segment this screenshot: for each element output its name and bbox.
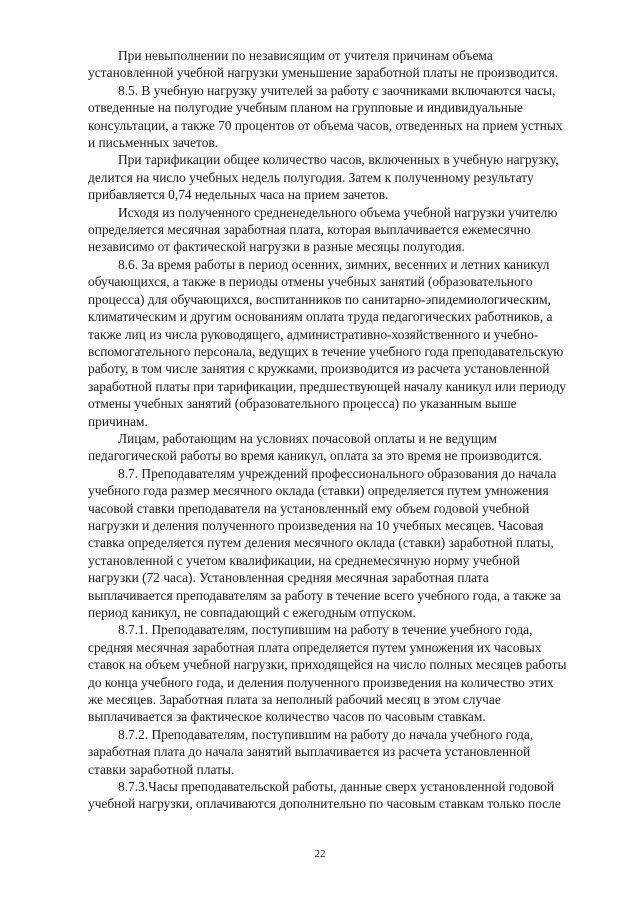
paragraph-7: 8.7. Преподавателям учреждений профессионального образования до начала учебного года размер месячного оклада (ставки) определяется путем умножения часовой ставки преподавателя на установленный ему объем годовой учебной нагрузки и деления полученного произведения на 10 учебных месяцев. Часовая ставка определяется путем деления месячного оклада (ставки) заработной платы, установленной с учетом квалификации, на среднемесячную норму учебной нагрузки (72 часа). Установленная средняя месячная заработная плата выплачивается преподавателям за работу в течение всего учебного года, а также за период каникул, не совпадающий с ежегодным отпуском.: [88, 465, 561, 620]
paragraph-1: При невыполнении по независящим от учителя причинам объема установленной учебной нагрузки уменьшение заработной платы не производится.: [88, 48, 559, 81]
paragraph-9: 8.7.2. Преподавателям, поступившим на работу до начала учебного года, заработная плата до начала занятий выплачивается из расчета установленной ставки заработной платы.: [88, 726, 534, 777]
page-number: 22: [314, 848, 326, 860]
paragraph-6: Лицам, работающим на условиях почасовой оплаты и не ведущим педагогической работы во время каникул, оплата за это время не производится.: [88, 430, 542, 464]
paragraph-8: 8.7.1. Преподавателям, поступившим на работу в течение учебного года, средняя месячная заработная плата определяется путем умножения их часовых ставок на объем учебной нагрузки, приходящейся на число полных месяцев работы до конца учебного года, и деления полученного произведения на количество этих же месяцев. Заработная плата за неполный рабочий месяц в этом случае выплачивается за фактическое количество часов по часовым ставкам.: [88, 622, 567, 725]
paragraph-10: 8.7.3.Часы преподавательской работы, данные сверх установленной годовой учебной нагрузки, оплачиваются дополнительно по часовым ставкам только после: [88, 779, 561, 812]
paragraph-5: 8.6. За время работы в период осенних, зимних, весенних и летних каникул обучающихся, а также в периоды отмены учебных занятий (образовательного процесса) для обучающихся, воспитанников по санитарно-эпидемиологическим, климатическим и другим основаниям оплата труда педагогических работников, а также лиц из числа руководящего, административно-хозяйственного и учебно- вспомогательного персонала, ведущих в течение учебного года преподавательскую работу, в том числе занятия с кружками, производится из расчета установленной заработной платы при тарификации, предшествующей началу каникул или периоду отмены учебных занятий (образовательного процесса) по указанным выше причинам.: [88, 256, 566, 429]
document-page: [88, 47, 598, 813]
paragraph-3: При тарификации общее количество часов, включенных в учебную нагрузку, делится на число учебных недель полугодия. Затем к полученному результату прибавляется 0,74 недельных часа на прием зачетов.: [88, 152, 559, 203]
paragraph-4: Исходя из полученного средненедельного объема учебной нагрузки учителю определяется месячная заработная плата, которая выплачивается ежемесячно независимо от фактической нагрузки в разные месяцы полугодия.: [88, 204, 558, 255]
paragraph-2: 8.5. В учебную нагрузку учителей за работу с заочниками включаются часы, отведенные на полугодие учебным планом на групповые и индивидуальные консультации, а также 70 процентов от объема часов, отведенных на прием устных и письменных зачетов.: [88, 82, 563, 151]
